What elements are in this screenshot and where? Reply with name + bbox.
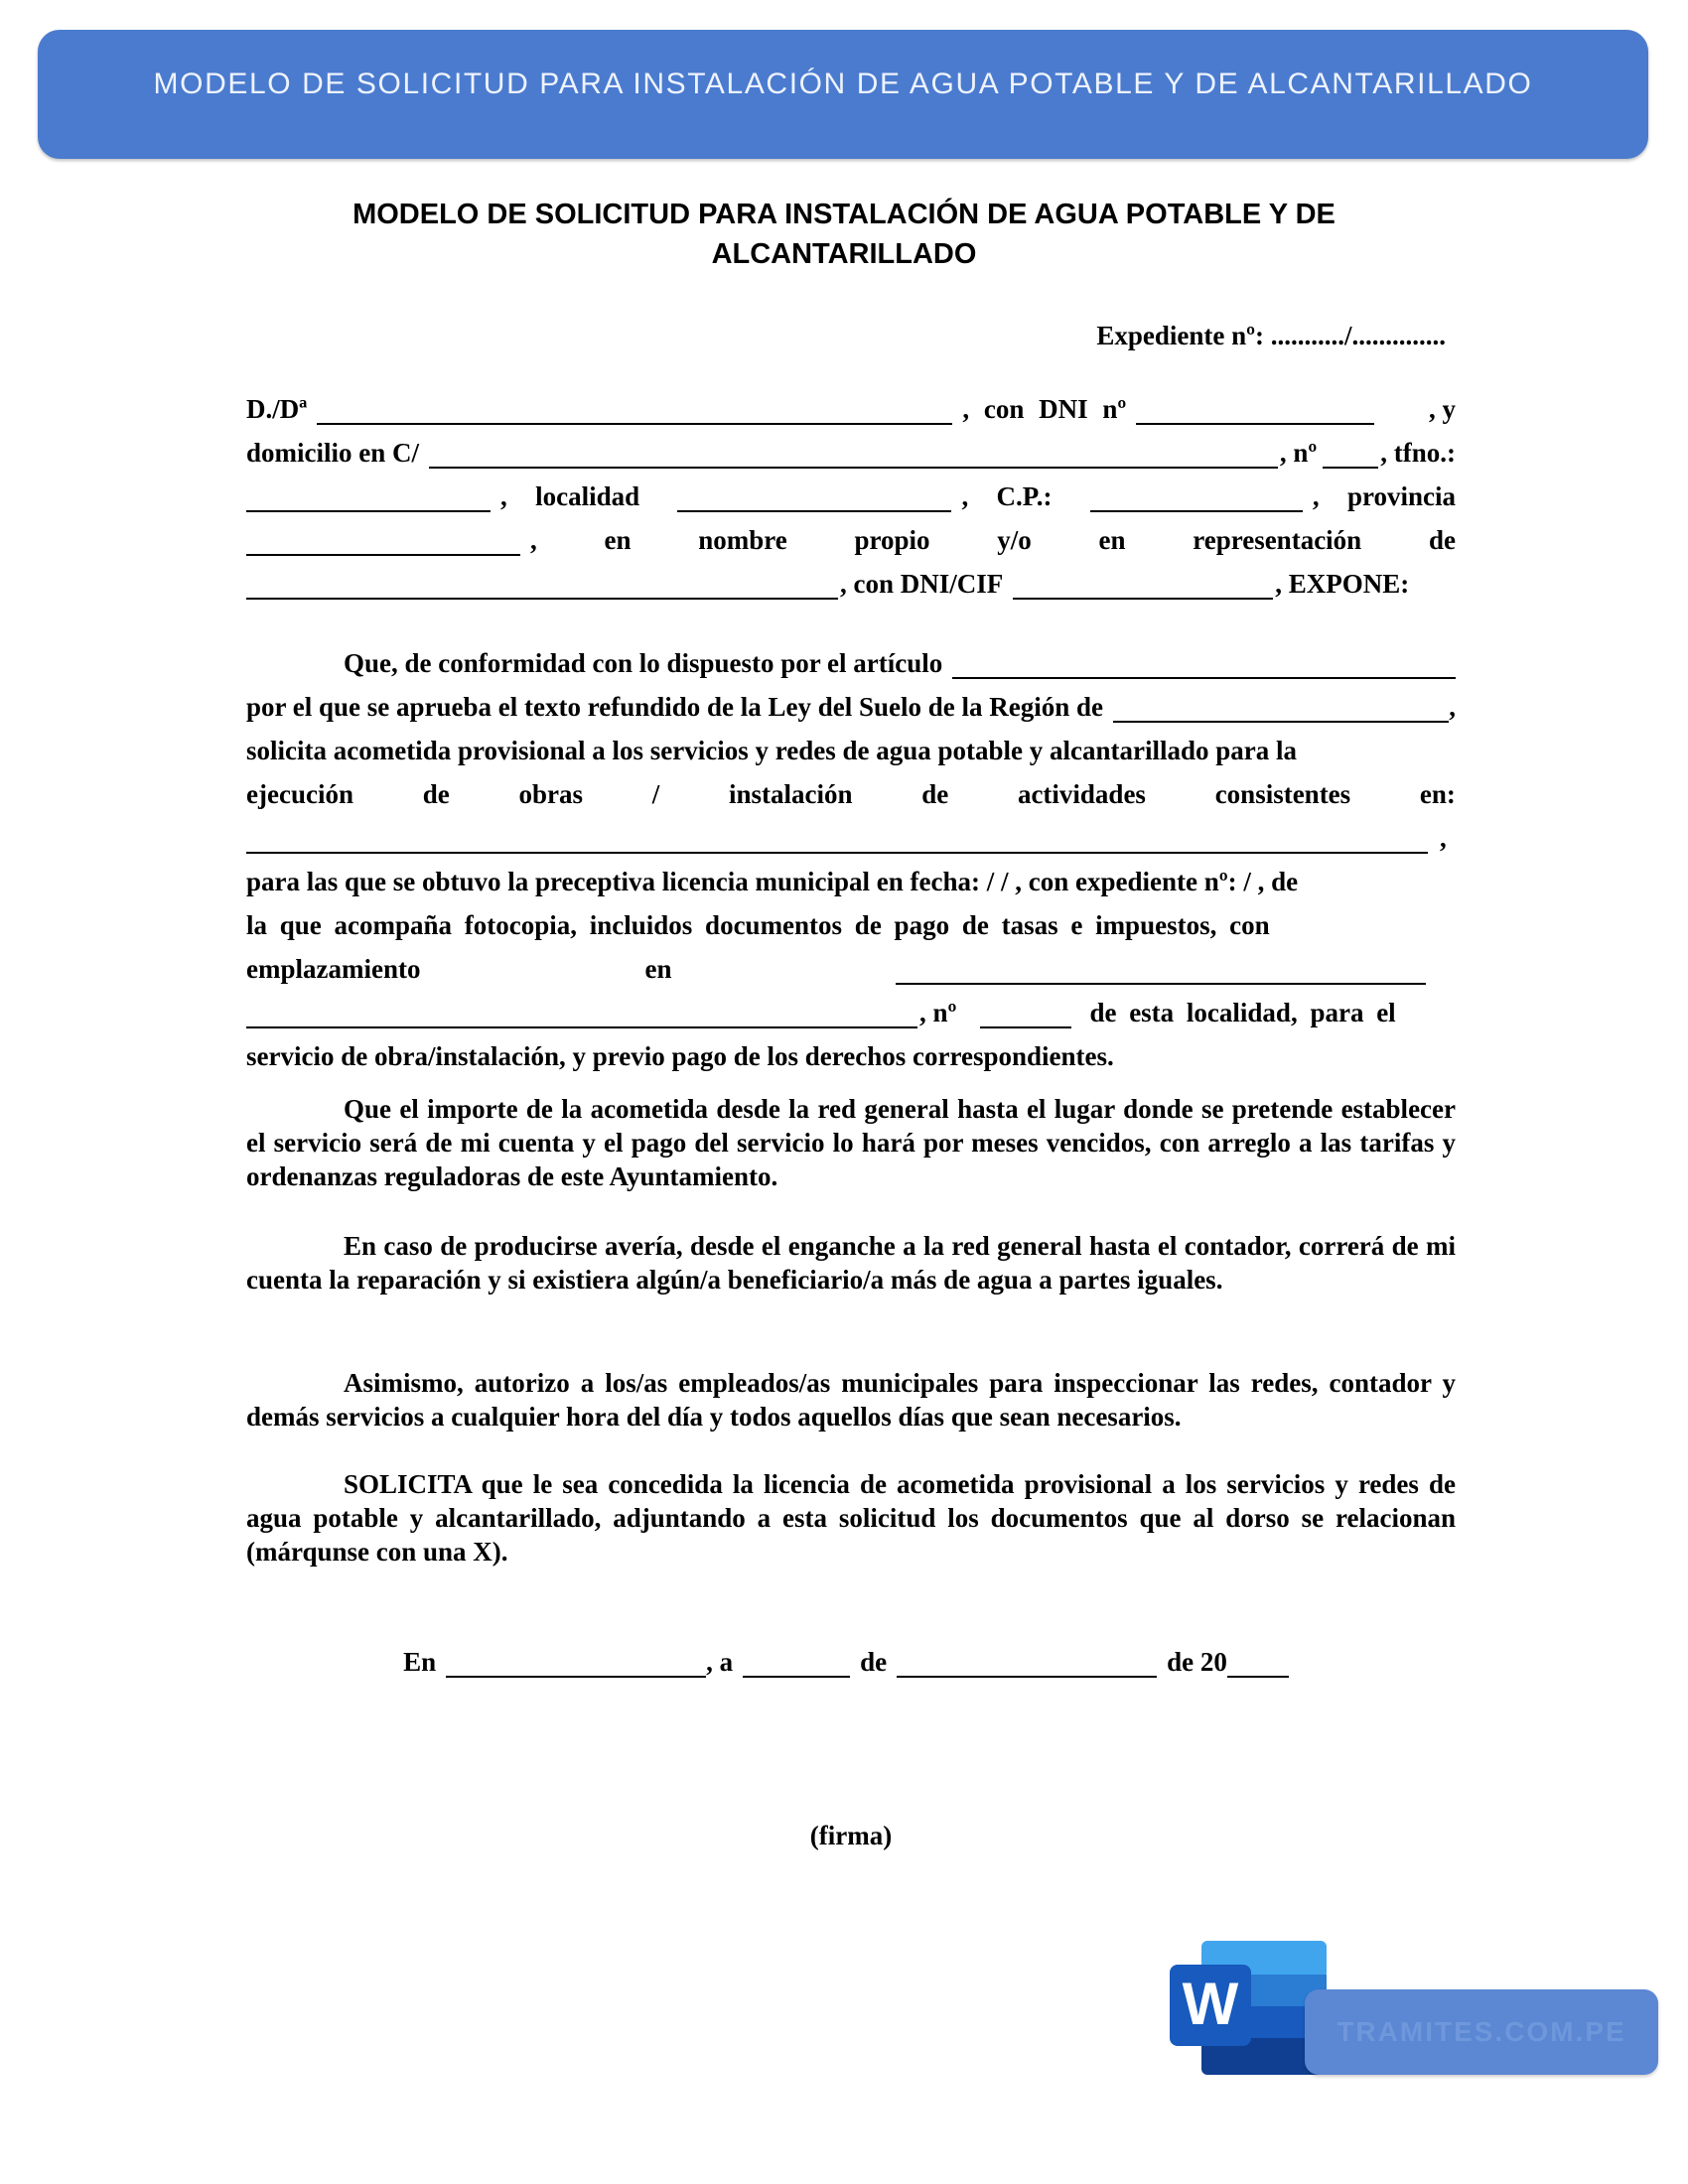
comma: , bbox=[1449, 692, 1456, 722]
word: consistentes bbox=[1214, 779, 1351, 809]
word: propio bbox=[854, 525, 930, 555]
word: en: bbox=[1419, 779, 1456, 809]
word: en bbox=[1098, 525, 1126, 555]
location-field[interactable] bbox=[896, 959, 1426, 985]
expone-line-9 bbox=[246, 985, 1456, 1028]
signature-label: (firma) bbox=[809, 1821, 893, 1850]
word: instalación bbox=[728, 779, 853, 809]
article-label: Que, de conformidad con lo dispuesto por el artículo bbox=[344, 648, 943, 678]
expone-line-3 bbox=[246, 723, 1456, 766]
word: y/o bbox=[997, 525, 1032, 555]
expone-line-1 bbox=[246, 635, 1456, 679]
expone-line-6 bbox=[246, 854, 1456, 897]
location-label: emplazamiento bbox=[246, 954, 421, 984]
word: obras bbox=[518, 779, 583, 809]
payment-text: la que acompaña fotocopia, incluidos documentos de pago de tasas e impuestos, con bbox=[246, 910, 1270, 940]
number-label: , nº bbox=[1279, 438, 1318, 468]
number-field[interactable] bbox=[1323, 443, 1378, 469]
province-label: provincia bbox=[1346, 481, 1456, 511]
applicant-name-field[interactable] bbox=[317, 399, 952, 425]
word: de bbox=[1428, 525, 1456, 555]
expone-line-10 bbox=[246, 1028, 1456, 1072]
comma: , bbox=[500, 481, 507, 511]
expone-line-4 bbox=[246, 766, 1456, 810]
document-title-line-2: ALCANTARILLADO bbox=[711, 238, 977, 270]
province-field[interactable] bbox=[246, 530, 520, 556]
license-text: para las que se obtuvo la preceptiva licencia municipal en fecha: / / , con expediente nº: / , de bbox=[246, 867, 1299, 896]
conj-y: , y bbox=[1429, 394, 1456, 424]
expediente-line bbox=[246, 308, 1456, 351]
expone-label: , EXPONE: bbox=[1275, 569, 1410, 599]
locality-label: localidad bbox=[535, 481, 640, 511]
dni-label: , con DNI nº bbox=[962, 394, 1127, 424]
comma: , bbox=[961, 481, 969, 511]
address-label: domicilio en C/ bbox=[246, 438, 419, 468]
region-field[interactable] bbox=[1113, 697, 1449, 723]
applicant-line-2 bbox=[246, 425, 1456, 469]
comma: , bbox=[1312, 481, 1320, 511]
comma: , bbox=[530, 525, 537, 555]
applicant-line-1 bbox=[246, 381, 1456, 425]
a-label: , a bbox=[706, 1647, 734, 1677]
expone-line-8 bbox=[246, 941, 1456, 985]
year-field[interactable] bbox=[1227, 1652, 1289, 1678]
applicant-label: D./Dª bbox=[246, 394, 308, 424]
region-label: por el que se aprueba el texto refundido de la Ley del Suelo de la Región de bbox=[246, 692, 1104, 722]
watermark-badge bbox=[1305, 1989, 1658, 2075]
expediente-label: Expediente nº: .........../.............. bbox=[1096, 321, 1446, 350]
postal-code-label: C.P.: bbox=[996, 481, 1053, 511]
dni-field[interactable] bbox=[1136, 399, 1374, 425]
number-label: , nº bbox=[919, 998, 957, 1027]
service-text: servicio de obra/instalación, y previo pago de los derechos correspondientes. bbox=[246, 1041, 1114, 1071]
word: ejecución bbox=[246, 779, 353, 809]
word: en bbox=[644, 954, 672, 984]
en-label: En bbox=[403, 1647, 437, 1677]
word: en bbox=[604, 525, 632, 555]
street-field[interactable] bbox=[246, 1003, 917, 1028]
locality-field[interactable] bbox=[677, 486, 951, 512]
month-field[interactable] bbox=[897, 1652, 1157, 1678]
expone-line-5 bbox=[246, 810, 1456, 854]
banner-title: MODELO DE SOLICITUD PARA INSTALACIÓN DE AGUA POTABLE Y DE ALCANTARILLADO bbox=[153, 68, 1533, 100]
expone-line-7 bbox=[246, 897, 1456, 941]
word: / bbox=[651, 779, 660, 809]
header-banner bbox=[38, 30, 1648, 159]
word: actividades bbox=[1017, 779, 1146, 809]
expone-text: solicita acometida provisional a los servicios y redes de agua potable y alcantarillado para la bbox=[246, 736, 1297, 765]
phone-field[interactable] bbox=[246, 486, 491, 512]
watermark-text: TRAMITES.COM.PE bbox=[1336, 2016, 1626, 2047]
applicant-line-5 bbox=[246, 556, 1456, 600]
document-title-line-1: MODELO DE SOLICITUD PARA INSTALACIÓN DE AGUA POTABLE Y DE bbox=[352, 199, 1336, 230]
svg-text:W: W bbox=[1182, 1971, 1239, 2037]
word: representación bbox=[1193, 525, 1362, 555]
locality-text: de esta localidad, para el bbox=[1089, 998, 1396, 1027]
year-label: de 20 bbox=[1167, 1647, 1227, 1677]
place-field[interactable] bbox=[446, 1652, 706, 1678]
expone-line-2 bbox=[246, 679, 1456, 723]
word: de bbox=[921, 779, 949, 809]
document-title bbox=[258, 195, 1430, 274]
phone-label: , tfno.: bbox=[1380, 438, 1456, 468]
paragraph-averia: En caso de producirse avería, desde el enganche a la red general hasta el contador, correrá de mi cuenta la reparación y si existiera algún/a beneficiario/a más de agua a partes iguales. bbox=[246, 1231, 1456, 1295]
applicant-line-3 bbox=[246, 469, 1456, 512]
paragraph-autorizo: Asimismo, autorizo a los/as empleados/as municipales para inspeccionar las redes, contador y demás servicios a cualquier hora del día y todos aquellos días que sean necesarios. bbox=[246, 1368, 1456, 1432]
comma: , bbox=[1440, 823, 1447, 853]
applicant-line-4 bbox=[246, 512, 1456, 556]
word-icon bbox=[1170, 1941, 1327, 2075]
representative-field[interactable] bbox=[246, 574, 838, 600]
word: de bbox=[422, 779, 450, 809]
postal-code-field[interactable] bbox=[1090, 486, 1303, 512]
paragraph-solicita: SOLICITA que le sea concedida la licencia de acometida provisional a los servicios y redes de agua potable y alcantarillado, adjuntando a esta solicitud los documentos que al dorso se relacionan (márqunse con una X). bbox=[246, 1469, 1456, 1567]
day-field[interactable] bbox=[743, 1652, 850, 1678]
word: nombre bbox=[698, 525, 787, 555]
street-number-field[interactable] bbox=[980, 1003, 1071, 1028]
dni-cif-field[interactable] bbox=[1013, 574, 1273, 600]
article-field[interactable] bbox=[952, 653, 1456, 679]
address-field[interactable] bbox=[429, 443, 1278, 469]
dni-cif-label: , con DNI/CIF bbox=[840, 569, 1004, 599]
paragraph-importe: Que el importe de la acometida desde la red general hasta el lugar donde se pretende establecer el servicio será de mi cuenta y el pago del servicio lo hará por meses vencidos, con arreglo a las tarifas y ordenanzas reguladoras de este Ayuntamiento. bbox=[246, 1094, 1456, 1191]
signature-date-line bbox=[246, 1638, 1456, 1678]
activities-field[interactable] bbox=[246, 828, 1428, 854]
de-label: de bbox=[860, 1647, 888, 1677]
